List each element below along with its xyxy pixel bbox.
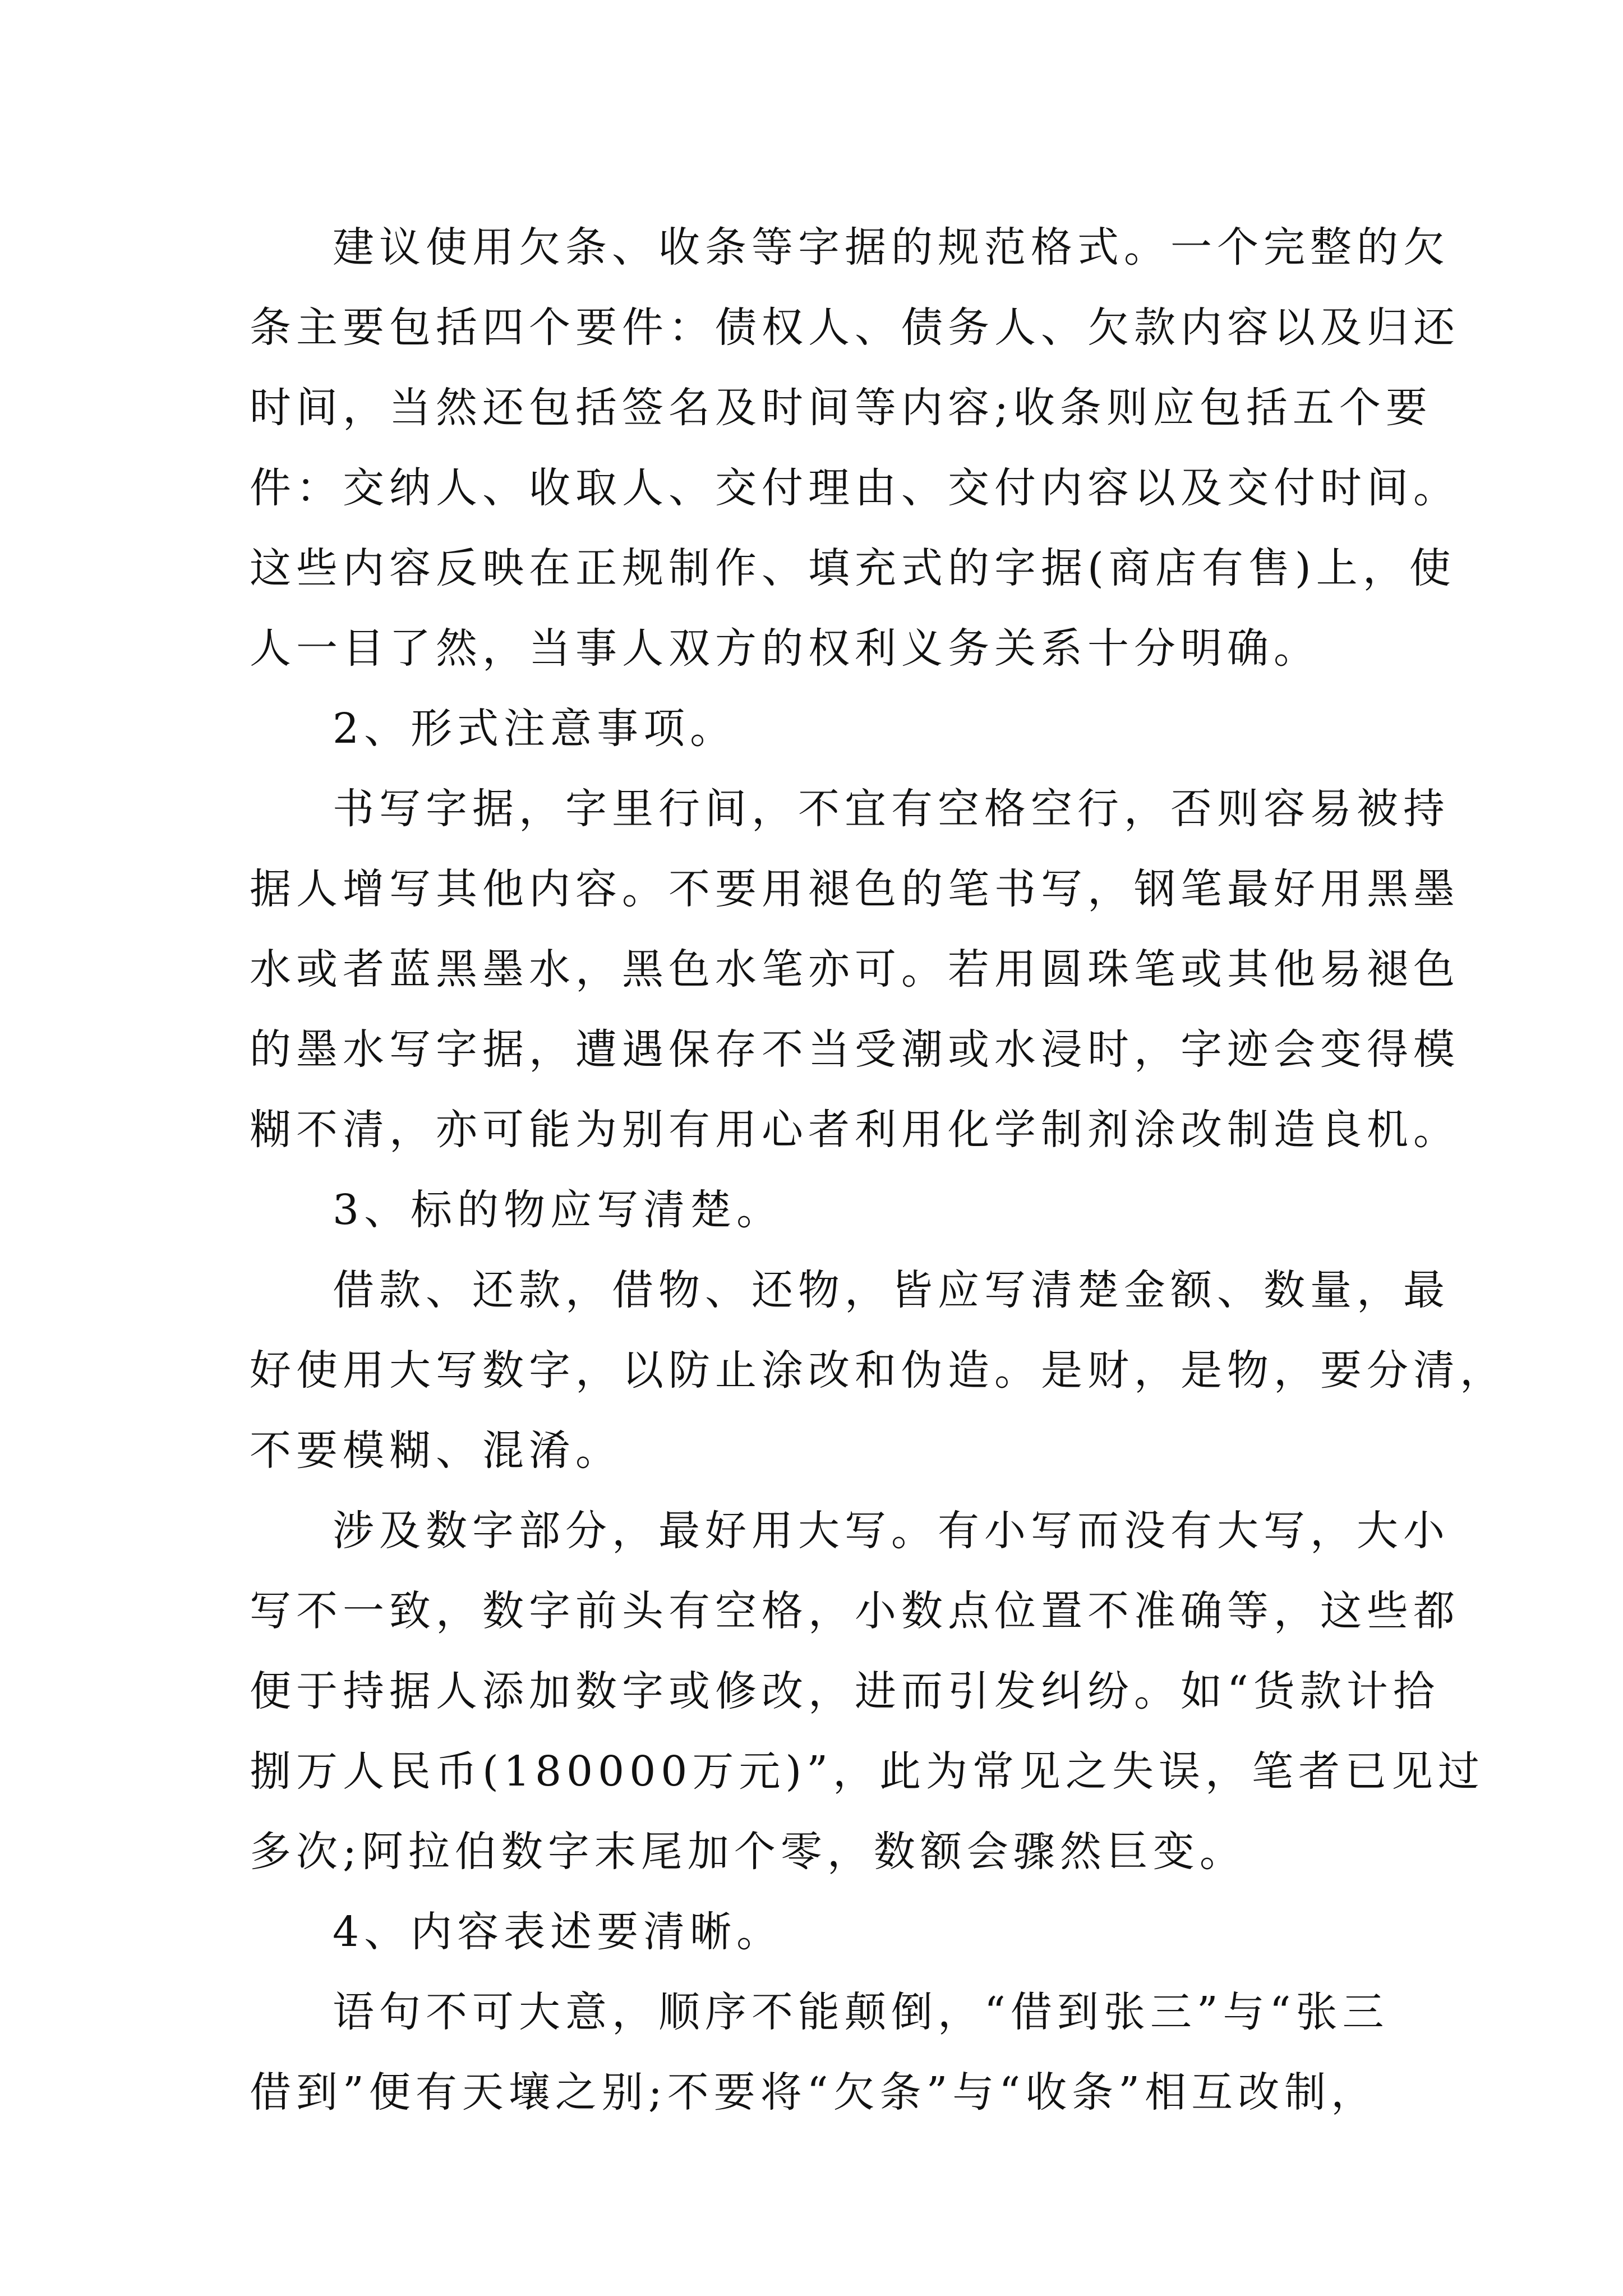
paragraph-line: 捌万人民币(180000万元)”，此为常见之失误，笔者已见过 (250, 1747, 1485, 1796)
paragraph-line: 借款、还款，借物、还物，皆应写清楚金额、数量，最 (333, 1266, 1450, 1314)
paragraph-line: 的墨水写字据，遭遇保存不当受潮或水浸时，字迹会变得模 (250, 1025, 1460, 1074)
section-heading: 2、形式注意事项。 (333, 705, 737, 753)
paragraph-line: 好使用大写数字，以防止涂改和伪造。是财，是物，要分清， (250, 1346, 1506, 1395)
paragraph-line: 涉及数字部分，最好用大写。有小写而没有大写，大小 (333, 1507, 1450, 1555)
paragraph-line: 建议使用欠条、收条等字据的规范格式。一个完整的欠 (333, 223, 1450, 272)
paragraph-line: 写不一致，数字前头有空格，小数点位置不准确等，这些都 (250, 1587, 1460, 1635)
paragraph-line: 时间，当然还包括签名及时间等内容;收条则应包括五个要 (250, 384, 1432, 432)
paragraph-line: 不要模糊、混淆。 (250, 1427, 622, 1475)
paragraph-line: 人一目了然，当事人双方的权利义务关系十分明确。 (250, 624, 1320, 673)
paragraph-line: 水或者蓝黑墨水，黑色水笔亦可。若用圆珠笔或其他易褪色 (250, 945, 1460, 993)
section-heading: 4、内容表述要清晰。 (333, 1908, 783, 1956)
paragraph-line: 条主要包括四个要件：债权人、债务人、欠款内容以及归还 (250, 303, 1460, 352)
paragraph-line: 借到”便有天壤之别;不要将“欠条”与“收条”相互改制， (250, 2068, 1378, 2116)
paragraph-line: 糊不清，亦可能为别有用心者利用化学制剂涂改制造良机。 (250, 1106, 1460, 1154)
paragraph-line: 这些内容反映在正规制作、填充式的字据(商店有售)上，使 (250, 544, 1456, 592)
paragraph-line: 语句不可大意，顺序不能颠倒，“借到张三”与“张三 (333, 1988, 1389, 2036)
document-body (250, 208, 1506, 2133)
paragraph-line: 便于持据人添加数字或修改，进而引发纠纷。如“货款计拾 (250, 1667, 1440, 1715)
paragraph-line: 书写字据，字里行间，不宜有空格空行，否则容易被持 (333, 785, 1450, 833)
section-heading: 3、标的物应写清楚。 (333, 1186, 783, 1234)
paragraph-line: 件：交纳人、收取人、交付理由、交付内容以及交付时间。 (250, 464, 1460, 512)
paragraph-line: 多次;阿拉伯数字末尾加个零，数额会骤然巨变。 (250, 1828, 1246, 1876)
paragraph-line: 据人增写其他内容。不要用褪色的笔书写，钢笔最好用黑墨 (250, 865, 1460, 913)
